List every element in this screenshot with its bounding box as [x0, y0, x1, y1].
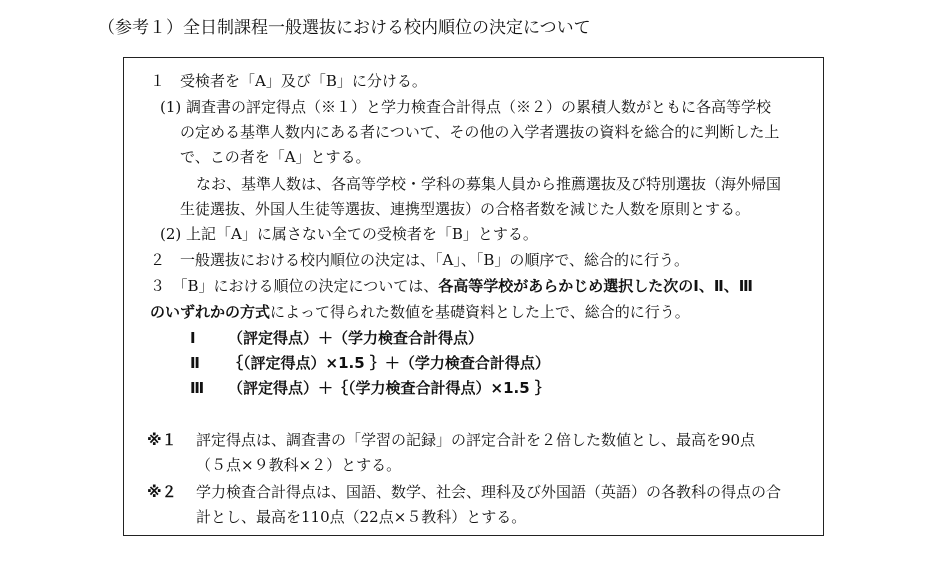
item-1-1-line-3: で、この者を「A」とする。 [180, 148, 371, 166]
item-3-line-1 [150, 275, 753, 297]
item-3-method-emphasis: のいずれかの方式 [150, 303, 271, 321]
note-2-line-1: 学力検査合計得点は、国語、数学、社会、理科及び外国語（英語）の各教科の得点の合 [196, 483, 782, 501]
formula-3-num: Ⅲ [190, 379, 205, 397]
formula-3: （評定得点）＋｛（学力検査合計得点）×1.5 ｝ [228, 379, 550, 397]
note-1-line-1: 評定得点は、調査書の「学習の記録」の評定合計を２倍した数値とし、最高を90点 [196, 431, 756, 449]
item-3-emphasis: 各高等学校があらかじめ選択した次のⅠ、Ⅱ、Ⅲ [438, 277, 753, 295]
item-1-1-line-2: の定める基準人数内にある者について、その他の入学者選抜の資料を総合的に判断した上 [180, 123, 780, 141]
item-1-1-line-5: 生徒選抜、外国人生徒等選抜、連携型選抜）の合格者数を減じた人数を原則とする。 [180, 200, 751, 218]
note-1-line-2: （５点×９教科×２）とする。 [196, 456, 402, 474]
item-1: １ 受検者を「A」及び「B」に分ける。 [150, 72, 427, 90]
note-1-mark: ※１ [147, 431, 177, 449]
item-1-1-line-1: (1) 調査書の評定得点（※１）と学力検査合計得点（※２）の累積人数がともに各高等学校 [160, 98, 772, 116]
formula-2: ｛（評定得点）×1.5 ｝＋（学力検査合計得点） [228, 354, 550, 372]
formula-2-num: Ⅱ [190, 354, 200, 372]
page-title: （参考１）全日制課程一般選抜における校内順位の決定について [98, 18, 591, 38]
item-1-2: (2) 上記「A」に属さない全ての受検者を「B」とする。 [160, 225, 538, 243]
item-3-text: ３ 「B」における順位の決定については、 [150, 277, 439, 295]
formula-1: （評定得点）＋（学力検査合計得点） [228, 329, 484, 347]
item-3-text-cont: によって得られた数値を基礎資料とした上で、総合的に行う。 [270, 303, 690, 321]
note-2-mark: ※２ [147, 483, 177, 501]
item-3-line-2 [150, 301, 690, 323]
formula-1-num: Ⅰ [190, 329, 196, 347]
note-2-line-2: 計とし、最高を110点（22点×５教科）とする。 [196, 508, 527, 526]
item-1-1-line-4: なお、基準人数は、各高等学校・学科の募集人員から推薦選抜及び特別選抜（海外帰国 [196, 175, 782, 193]
item-2: ２ 一般選抜における校内順位の決定は、「A」、「B」の順序で、総合的に行う。 [150, 251, 690, 269]
